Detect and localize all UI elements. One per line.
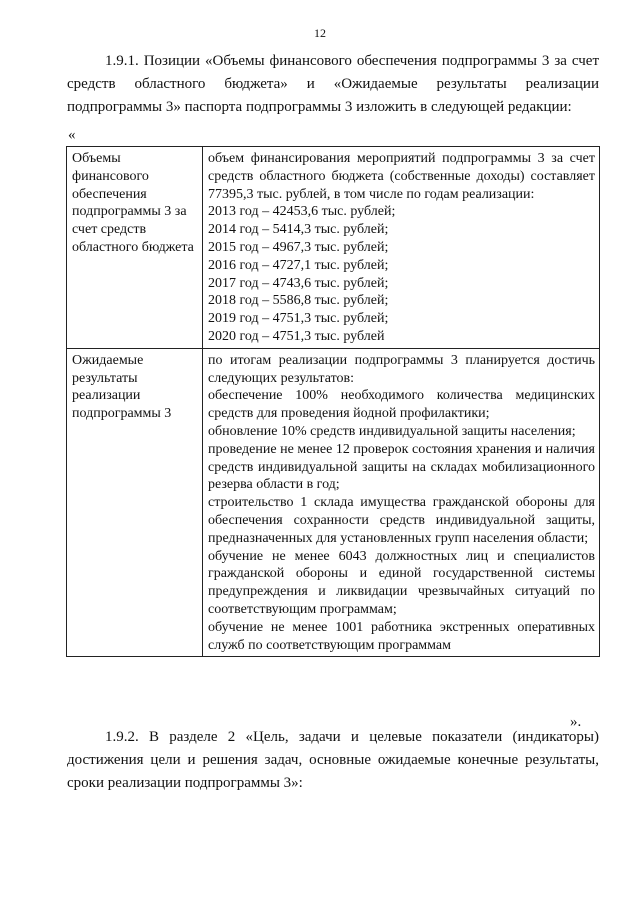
financing-label-cell: Объемы финансового обеспечения подпрограммы 3 за счет средств областного бюджета	[67, 147, 203, 349]
page-number: 12	[314, 26, 326, 40]
result-protection-update: обновление 10% средств индивидуальной защиты населения;	[208, 423, 576, 439]
result-officials-training: обучение не менее 6043 должностных лиц и специалистов гражданской обороны и единой государственной системы предупреждения и ликвидации чрезвычайных ситуаций по соответствующим программам;	[208, 548, 595, 617]
closing-quote-mark: ».	[570, 714, 582, 730]
table-row-financing	[67, 147, 600, 349]
result-emergency-workers-training: обучение не менее 1001 работника экстренных оперативных служб по соответствующим программам	[208, 619, 595, 653]
financing-summary: объем финансирования мероприятий подпрограммы 3 за счет средств областного бюджета (собственные доходы) составляет 77395,3 тыс. рублей, в том числе по годам реализации:	[208, 151, 595, 202]
financing-year-2013: 2013 год – 42453,6 тыс. рублей;	[208, 204, 396, 220]
paragraph-1-9-1: 1.9.1. Позиции «Объемы финансового обеспечения подпрограммы 3 за счет средств областного бюджета» и «Ожидаемые результаты реализации подпрограммы 3» паспорта подпрограммы 3 изложить в следующей редакции:	[67, 53, 599, 115]
financing-year-2016: 2016 год – 4727,1 тыс. рублей;	[208, 257, 389, 273]
result-storage-inspections: проведение не менее 12 проверок состояния хранения и наличия средств индивидуальной защиты на складах мобилизационного резерва области в год;	[208, 441, 595, 493]
opening-quote-mark: «	[68, 127, 76, 143]
financing-year-2014: 2014 год – 5414,3 тыс. рублей;	[208, 222, 389, 238]
financing-year-2018: 2018 год – 5586,8 тыс. рублей;	[208, 293, 389, 309]
result-warehouse-construction: строительство 1 склада имущества гражданской обороны для обеспечения сохранности средств индивидуальной защиты, предназначенных для установленных групп населения области;	[208, 495, 595, 546]
financing-year-2015: 2015 год – 4967,3 тыс. рублей;	[208, 239, 389, 255]
subprogram-passport-table	[66, 146, 600, 657]
financing-year-2020: 2020 год – 4751,3 тыс. рублей	[208, 328, 385, 344]
result-iodine-prophylaxis: обеспечение 100% необходимого количества медицинских средств для проведения йодной профилактики;	[208, 388, 595, 422]
results-label-cell: Ожидаемые результаты реализации подпрограммы 3	[67, 348, 203, 657]
results-intro: по итогам реализации подпрограммы 3 планируется достичь следующих результатов:	[208, 352, 595, 386]
paragraph-1-9-2: 1.9.2. В разделе 2 «Цель, задачи и целевые показатели (индикаторы) достижения цели и решения задач, основные ожидаемые конечные результаты, сроки реализации подпрограммы 3»:	[67, 729, 599, 791]
financing-content-cell	[203, 147, 600, 349]
results-content-cell	[203, 348, 600, 657]
financing-year-2017: 2017 год – 4743,6 тыс. рублей;	[208, 275, 389, 291]
financing-year-2019: 2019 год – 4751,3 тыс. рублей;	[208, 311, 389, 327]
table-row-expected-results	[67, 348, 600, 657]
